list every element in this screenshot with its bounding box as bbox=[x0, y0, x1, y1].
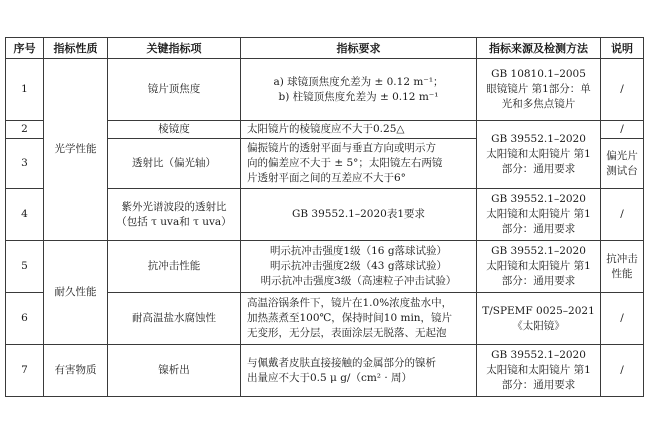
row-no: 5 bbox=[6, 241, 44, 293]
note-cell: / bbox=[601, 121, 644, 139]
header-requirement: 指标要求 bbox=[241, 38, 477, 59]
key-item: 棱镜度 bbox=[108, 121, 241, 139]
key-item-line: （包括 τ uva和 τ uva） bbox=[116, 215, 232, 228]
note-cell: / bbox=[601, 189, 644, 241]
requirement-line: 向的偏差应不大于 ± 5°；太阳镜左右两镜 bbox=[247, 157, 443, 169]
row-no: 1 bbox=[6, 59, 44, 121]
source-cell bbox=[477, 121, 601, 189]
row-no: 7 bbox=[6, 345, 44, 397]
source-line: 部分：通用要求 bbox=[501, 163, 576, 175]
note-line: 测试台 bbox=[606, 164, 638, 177]
source-cell bbox=[477, 241, 601, 293]
note-cell: / bbox=[601, 345, 644, 397]
requirement-cell bbox=[241, 241, 477, 293]
row-no: 4 bbox=[6, 189, 44, 241]
source-line: 太阳镜和太阳镜片 第1 bbox=[486, 208, 591, 220]
source-line: 太阳镜和太阳镜片 第1 bbox=[486, 148, 591, 160]
source-cell bbox=[477, 59, 601, 121]
source-line: 部分：通用要求 bbox=[501, 379, 576, 391]
note-line: 偏光片 bbox=[606, 149, 638, 162]
source-line: GB 10810.1–2005 bbox=[491, 68, 586, 80]
category-optical: 光学性能 bbox=[44, 59, 108, 241]
requirement-line: 出量应不大于0.5 μ g/（cm² · 周） bbox=[247, 371, 413, 384]
requirement-cell bbox=[241, 121, 477, 139]
requirement-line: 与佩戴者皮肤直接接触的金属部分的镍析 bbox=[247, 356, 436, 369]
row-no: 6 bbox=[6, 293, 44, 345]
requirement-line: 无变形，无分层，表面涂层无脱落、无起泡 bbox=[247, 327, 447, 339]
source-line: GB 39552.1–2020 bbox=[491, 349, 586, 361]
key-item-line: 紫外光谱波段的透射比 bbox=[121, 200, 227, 213]
source-line: GB 39552.1–2020 bbox=[491, 245, 586, 257]
requirement-line: a) 球镜顶焦度允差为 ± 0.12 m⁻¹； bbox=[273, 75, 444, 88]
category-hazardous: 有害物质 bbox=[44, 345, 108, 397]
header-note: 说明 bbox=[601, 38, 644, 59]
requirement-line: 偏振镜片的透射平面与垂直方向或明示方 bbox=[247, 142, 436, 154]
requirement-cell bbox=[241, 345, 477, 397]
table-row bbox=[6, 345, 644, 397]
key-item: 透射比（偏光轴） bbox=[108, 139, 241, 189]
requirement-cell bbox=[241, 293, 477, 345]
source-line: GB 39552.1–2020 bbox=[491, 193, 586, 205]
key-item bbox=[108, 189, 241, 241]
requirement-line: 明示抗冲击强度2级（43 g落球试验） bbox=[269, 260, 448, 272]
requirement-cell bbox=[241, 139, 477, 189]
source-line: 部分：通用要求 bbox=[501, 275, 576, 287]
row-no: 2 bbox=[6, 121, 44, 139]
source-line: 《太阳镜》 bbox=[512, 319, 565, 332]
key-item: 抗冲击性能 bbox=[108, 241, 241, 293]
source-line: 部分：通用要求 bbox=[501, 223, 576, 235]
source-line: 光和多焦点镜片 bbox=[501, 98, 576, 110]
requirement-line: 明示抗冲击强度1级（16 g落球试验） bbox=[269, 245, 448, 257]
source-line: 太阳镜和太阳镜片 第1 bbox=[486, 260, 591, 272]
note-cell bbox=[601, 139, 644, 189]
header-key-item: 关键指标项 bbox=[108, 38, 241, 59]
requirement-line: 高温浴锅条件下，镜片在1.0%浓度盐水中， bbox=[247, 297, 453, 309]
requirement-line: 明示抗冲击强度3级（高速粒子冲击试验） bbox=[260, 275, 457, 287]
key-item: 镜片顶焦度 bbox=[108, 59, 241, 121]
source-line: T/SPEMF 0025–2021 bbox=[482, 304, 595, 317]
header-no: 序号 bbox=[6, 38, 44, 59]
table-row bbox=[6, 241, 644, 293]
key-item: 耐高温盐水腐蚀性 bbox=[108, 293, 241, 345]
source-cell bbox=[477, 293, 601, 345]
source-line: GB 39552.1–2020 bbox=[491, 133, 586, 145]
note-cell: / bbox=[601, 293, 644, 345]
requirement-cell bbox=[241, 189, 477, 241]
source-cell bbox=[477, 189, 601, 241]
source-line: 眼镜镜片 第1部分：单 bbox=[486, 83, 591, 95]
requirement-line: GB 39552.1–2020表1要求 bbox=[291, 208, 425, 220]
note-line: 抗冲击 bbox=[606, 252, 638, 265]
note-line: 性能 bbox=[611, 267, 633, 280]
requirement-line: b) 柱镜顶焦度允差为 ± 0.12 m⁻¹ bbox=[278, 90, 439, 103]
table-row bbox=[6, 59, 644, 121]
requirement-line: 片透射平面之间的互差应不大于6° bbox=[247, 172, 406, 184]
requirement-line: 太阳镜片的棱镜度应不大于0.25△ bbox=[247, 123, 405, 135]
requirement-cell bbox=[241, 59, 477, 121]
source-cell bbox=[477, 345, 601, 397]
specification-table bbox=[5, 37, 644, 397]
category-durability: 耐久性能 bbox=[44, 241, 108, 345]
key-item: 镍析出 bbox=[108, 345, 241, 397]
requirement-line: 加热蒸煮至100℃，保持时间10 min，镜片 bbox=[247, 312, 453, 324]
note-cell: / bbox=[601, 59, 644, 121]
header-source: 指标来源及检测方法 bbox=[477, 38, 601, 59]
header-category: 指标性质 bbox=[44, 38, 108, 59]
note-cell bbox=[601, 241, 644, 293]
header-row bbox=[6, 38, 644, 59]
row-no: 3 bbox=[6, 139, 44, 189]
source-line: 太阳镜和太阳镜片 第1 bbox=[486, 364, 591, 376]
